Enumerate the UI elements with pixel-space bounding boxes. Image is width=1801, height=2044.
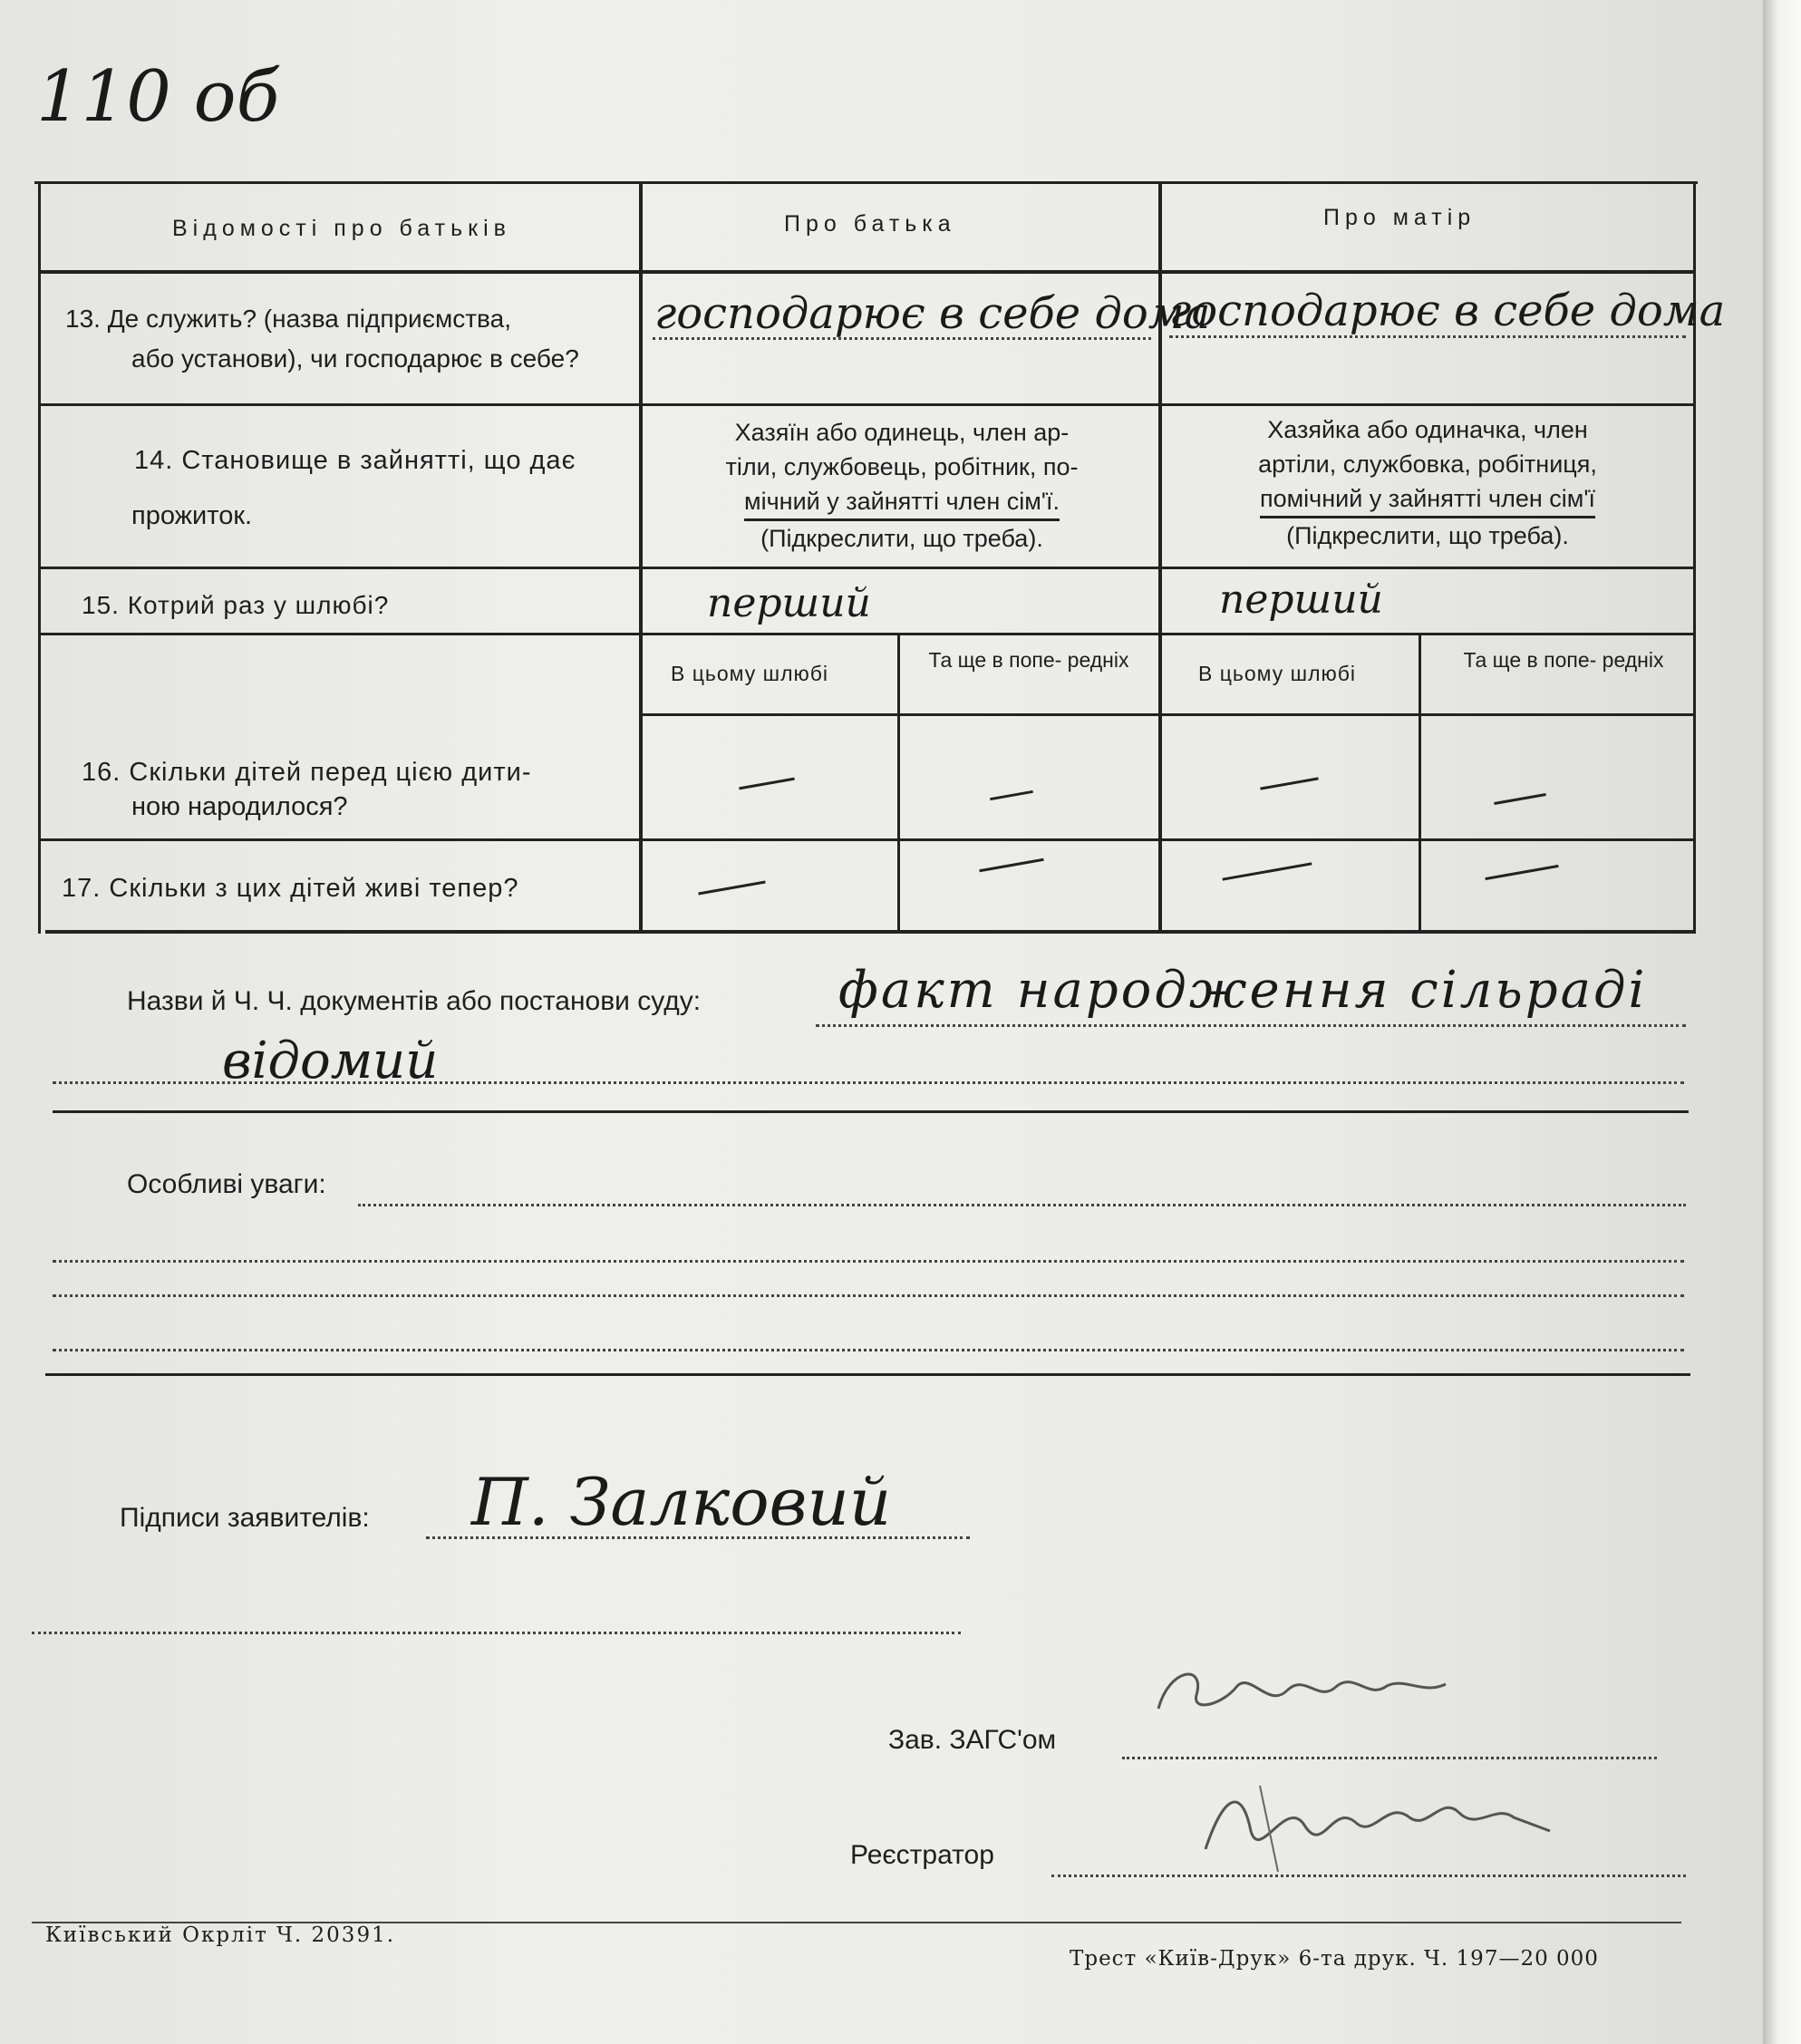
q14-mother-line3: помічний у зайнятті член сім'ї [1260, 481, 1595, 518]
documents-value-line1: факт народження сільраді [838, 961, 1648, 1020]
remarks-label: Особливі уваги: [127, 1169, 326, 1199]
q14-mother-line1: Хазяйка або одиначка, член [1267, 416, 1588, 443]
subheader-previous-father: Та ще в попе- редніх [928, 648, 1129, 672]
zags-head-signature [1151, 1659, 1459, 1722]
q15-father-answer: перший [707, 580, 871, 626]
footer-left: Київський Окрліт Ч. 20391. [45, 1923, 396, 1947]
q15-mother-answer: перший [1219, 576, 1383, 623]
q14-father-options [645, 415, 1158, 556]
q16-label-line2: ною народилося? [131, 792, 348, 821]
applicant-signature: П. Залковий [471, 1464, 892, 1540]
q14-mother-line4: (Підкреслити, що треба). [1286, 522, 1569, 549]
q14-father-line2: тіли, службовець, робітник, по- [725, 453, 1079, 480]
subheader-previous-mother: Та ще в попе- редніх [1463, 648, 1664, 672]
q14-label-line2: прожиток. [131, 501, 253, 530]
q14-father-line3: мічний у зайнятті член сім'ї. [744, 484, 1060, 521]
q14-father-line4: (Підкреслити, що треба). [760, 525, 1043, 552]
header-mother: Про матір [1323, 205, 1477, 230]
documents-value-line2: відомий [222, 1032, 439, 1090]
q13-label-line2: або установи), чи господарює в себе? [131, 344, 579, 373]
page-edge [1763, 0, 1801, 2044]
zags-head-label: Зав. ЗАГС'ом [888, 1725, 1057, 1755]
documents-label: Назви й Ч. Ч. документів або постанови суду: [127, 986, 702, 1016]
registrar-signature [1187, 1777, 1595, 1876]
registrar-signature-scribble [1187, 1777, 1595, 1876]
q13-mother-answer: господарює в себе дома [1169, 286, 1726, 336]
q17-label: 17. Скільки з цих дітей живі тепер? [62, 874, 519, 903]
header-parents-info: Відомості про батьків [172, 216, 511, 241]
q14-label-line1: 14. Становище в зайнятті, що дає [134, 446, 576, 475]
zags-head-signature-scribble [1151, 1659, 1459, 1722]
q14-mother-options [1165, 412, 1690, 553]
archive-mark: 110 об [36, 56, 280, 138]
subheader-this-marriage-father: В цьому шлюбі [671, 662, 829, 685]
applicants-label: Підписи заявителів: [120, 1503, 370, 1533]
q14-father-line1: Хазяїн або одинець, член ар- [734, 419, 1070, 446]
q14-mother-line2: артіли, службовка, робітниця, [1258, 450, 1597, 478]
registrar-label: Реєстратор [850, 1840, 994, 1870]
footer-right: Трест «Київ-Друк» 6-та друк. Ч. 197—20 000 [1070, 1947, 1599, 1971]
q16-label-line1: 16. Скільки дітей перед цією дити- [82, 758, 532, 787]
q13-father-answer: господарює в себе дома [654, 288, 1211, 339]
q13-label-line1: 13. Де служить? (назва підприємства, [65, 305, 511, 333]
subheader-this-marriage-mother: В цьому шлюбі [1198, 662, 1357, 685]
header-father: Про батька [784, 211, 956, 237]
q15-label: 15. Котрий раз у шлюбі? [82, 591, 390, 619]
